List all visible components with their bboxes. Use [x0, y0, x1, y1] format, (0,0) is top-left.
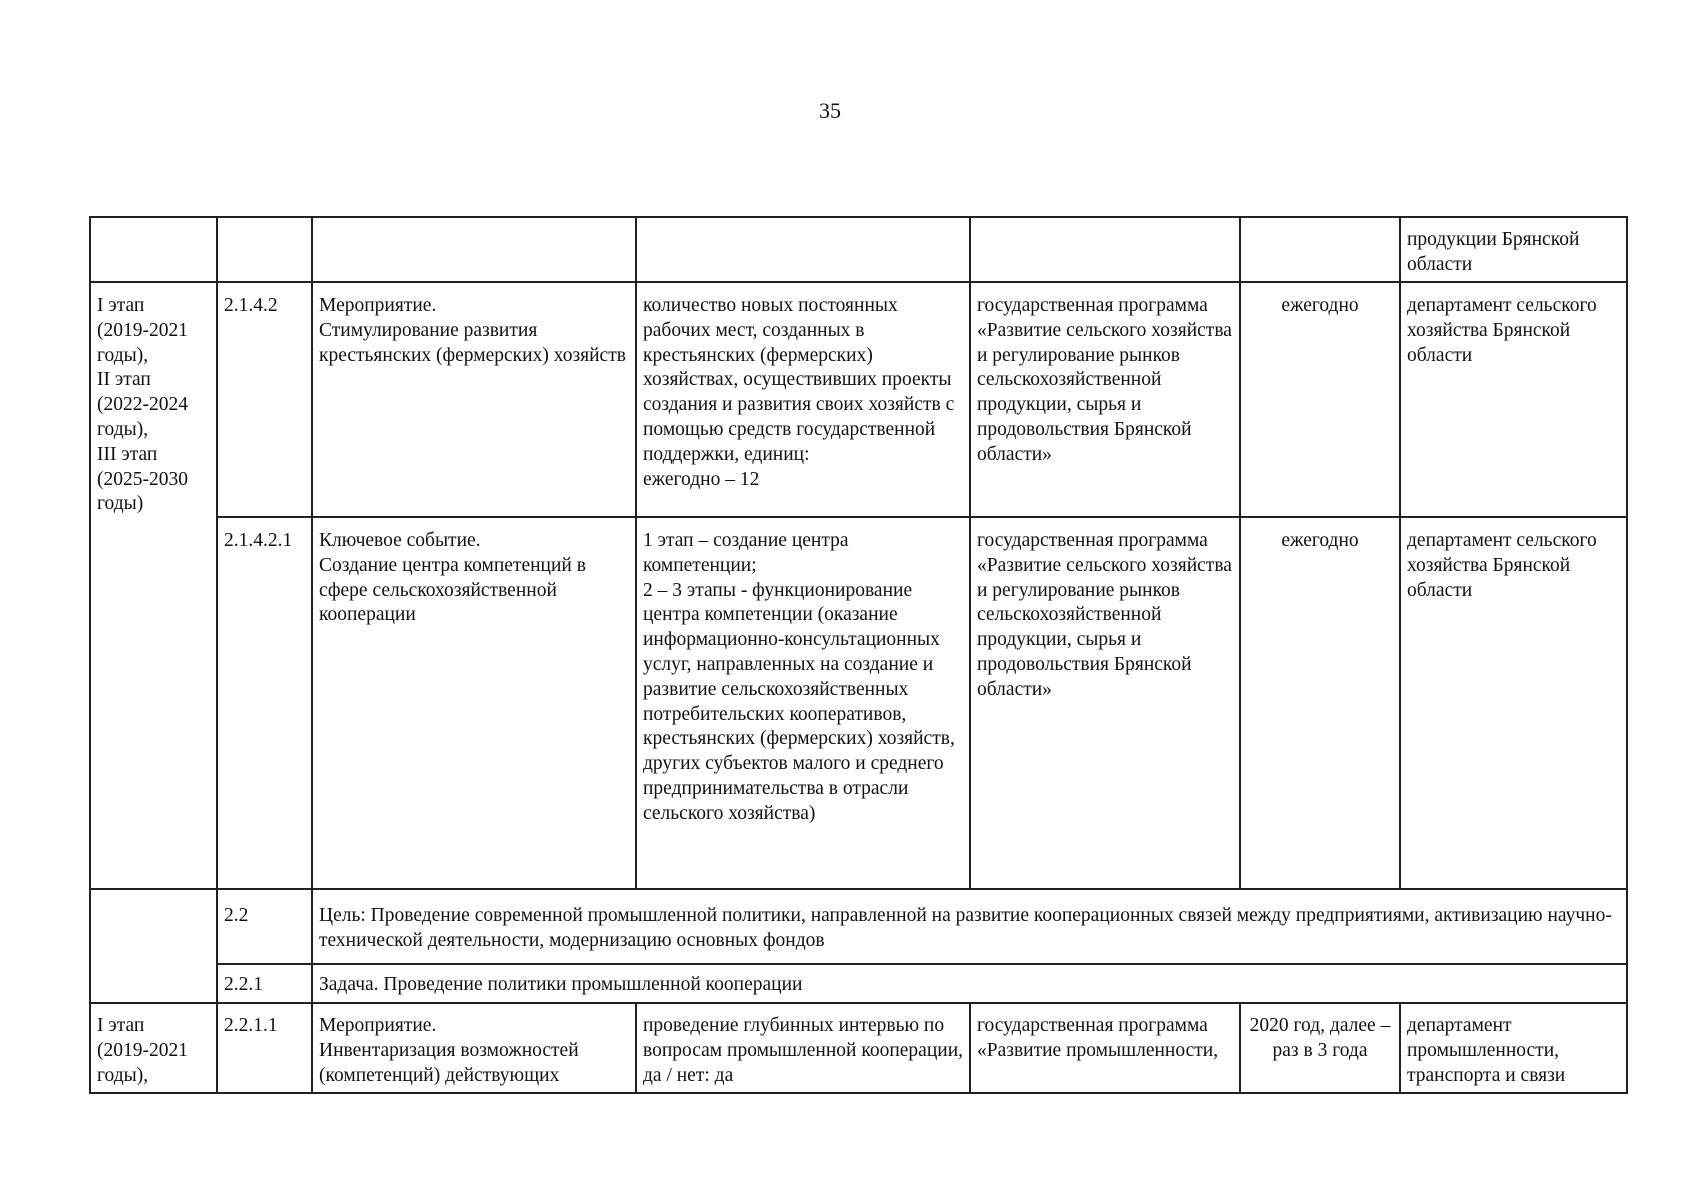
page-number: 35 [819, 98, 841, 123]
cell-task: Задача. Проведение политики промышленной кооперации [312, 964, 1627, 1003]
cell-frequency: ежегодно [1240, 517, 1400, 889]
table-row-2-1-4-2 [90, 282, 1627, 517]
cell-goal: Цель: Проведение современной промышленной политики, направленной на развитие кооперационных связей между предприятиями, активизацию научно-технической деятельности, модернизацию основных фондов [312, 889, 1627, 964]
measures-table [89, 216, 1628, 1094]
cell-responsible: департамент сельского хозяйства Брянской области [1400, 517, 1627, 889]
table-row-2-1-4-2-1 [90, 517, 1627, 889]
cell-number: 2.2 [217, 889, 312, 964]
cell-number: 2.1.4.2 [217, 282, 312, 517]
table-row-2-2-1-1 [90, 1003, 1627, 1093]
cell-program: государственная программа «Развитие сельского хозяйства и регулирование рынков сельскохозяйственной продукции, сырья и продовольствия Брянской области» [970, 517, 1240, 889]
cell-number: 2.1.4.2.1 [217, 517, 312, 889]
cell-indicator: 1 этап – создание центра компетенции; 2 – 3 этапы - функционирование центра компетенции (оказание информационно-консультационных услуг, направленных на создание и развитие сельскохозяйственных потребительских кооперативов, крестьянских (фермерских) хозяйств, других субъектов малого и среднего предпринимательства в отрасли сельского хозяйства) [636, 517, 970, 889]
table-row-continuation [90, 217, 1627, 282]
cell-number: 2.2.1 [217, 964, 312, 1003]
cell-responsible: департамент сельского хозяйства Брянской области [1400, 282, 1627, 517]
cell-responsible: департамент промышленности, транспорта и связи [1400, 1003, 1627, 1093]
cell-indicator [636, 217, 970, 282]
cell-responsible: продукции Брянской области [1400, 217, 1627, 282]
cell-program [970, 217, 1240, 282]
cell-stages [90, 889, 217, 1003]
cell-stages: I этап (2019-2021 годы), II этап (2022-2024 годы), III этап (2025-2030 годы) [90, 282, 217, 889]
cell-program: государственная программа «Развитие сельского хозяйства и регулирование рынков сельскохозяйственной продукции, сырья и продовольствия Брянской области» [970, 282, 1240, 517]
cell-stages: I этап (2019-2021 годы), [90, 1003, 217, 1093]
cell-stages [90, 217, 217, 282]
cell-name [312, 217, 636, 282]
cell-name: Мероприятие. Стимулирование развития крестьянских (фермерских) хозяйств [312, 282, 636, 517]
cell-name: Мероприятие. Инвентаризация возможностей (компетенций) действующих [312, 1003, 636, 1093]
table-row-task-2-2-1 [90, 964, 1627, 1003]
cell-name: Ключевое событие. Создание центра компетенций в сфере сельскохозяйственной кооперации [312, 517, 636, 889]
cell-indicator: количество новых постоянных рабочих мест, созданных в крестьянских (фермерских) хозяйствах, осуществивших проекты создания и развития своих хозяйств с помощью средств государственной поддержки, единиц: ежегодно – 12 [636, 282, 970, 517]
cell-number [217, 217, 312, 282]
cell-frequency [1240, 217, 1400, 282]
cell-program: государственная программа «Развитие промышленности, [970, 1003, 1240, 1093]
cell-indicator: проведение глубинных интервью по вопросам промышленной кооперации, да / нет: да [636, 1003, 970, 1093]
cell-frequency: ежегодно [1240, 282, 1400, 517]
table-row-goal-2-2 [90, 889, 1627, 964]
cell-number: 2.2.1.1 [217, 1003, 312, 1093]
cell-frequency: 2020 год, далее – раз в 3 года [1240, 1003, 1400, 1093]
